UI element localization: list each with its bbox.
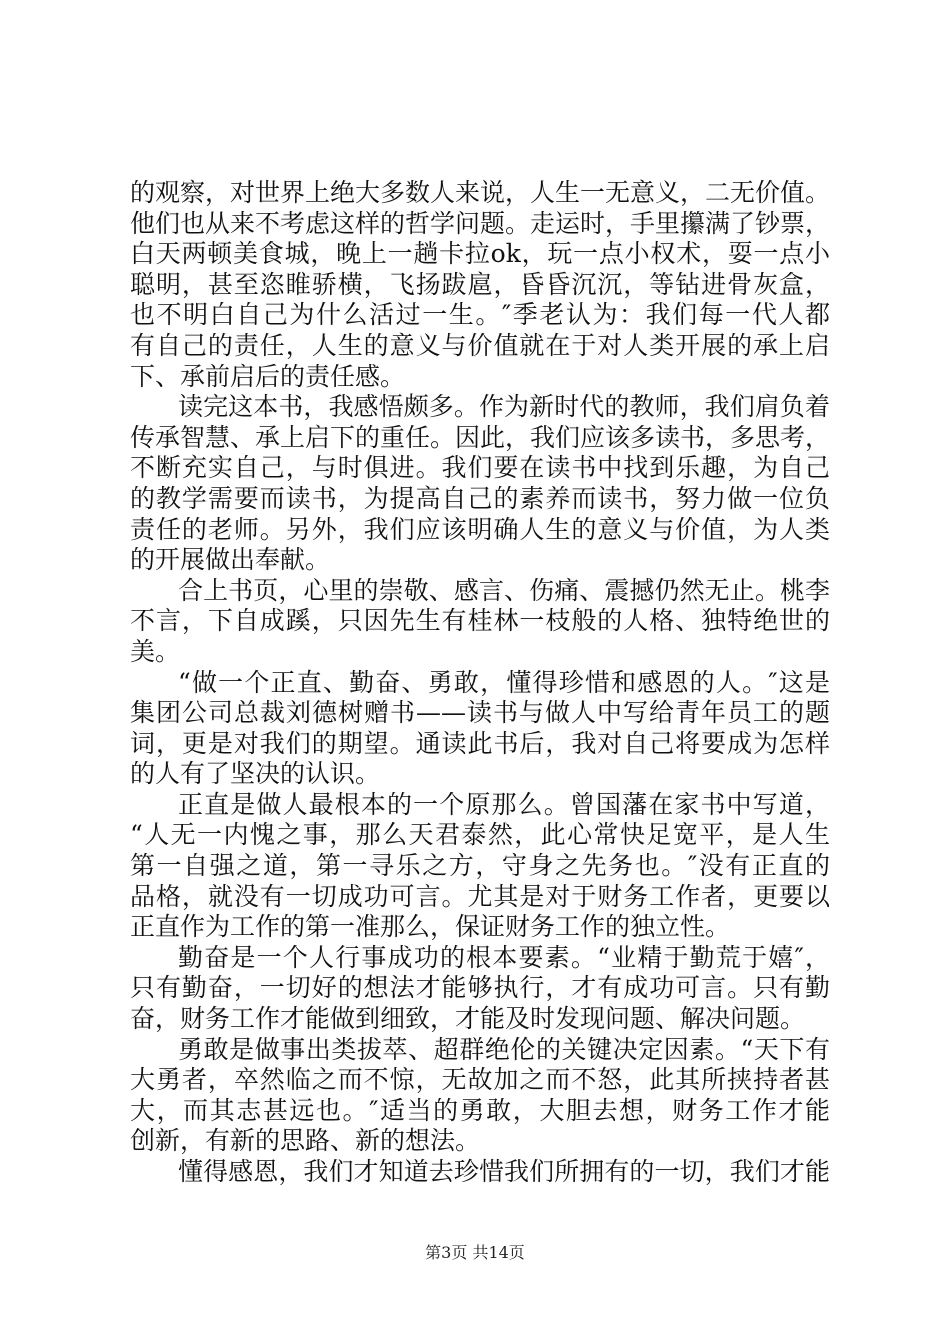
text-line: “人无一内愧之事，那么天君泰然，此心常快足宽平，是人生 [130, 820, 830, 850]
text-line: 大，而其志甚远也。″适当的勇敢，大胆去想，财务工作才能 [130, 1095, 830, 1125]
text-line: 的观察，对世界上绝大多数人来说，人生一无意义，二无价值。 [130, 178, 831, 207]
paragraph-first-line: 读完这本书，我感悟颇多。作为新时代的教师，我们肩负着 [178, 392, 830, 422]
text-line: 大勇者，卒然临之而不惊，无故加之而不怒，此其所挟持者甚 [130, 1065, 830, 1095]
text-line: 他们也从来不考虑这样的哲学问题。走运时，手里攥满了钞票， [130, 208, 831, 238]
text-line: 不言，下自成蹊，只因先生有桂林一枝般的人格、独特绝世的 [130, 606, 830, 636]
text-line: 的人有了坚决的认识。 [130, 759, 381, 789]
text-line: 责任的老师。另外，我们应该明确人生的意义与价值，为人类 [130, 514, 830, 544]
text-line: 正直作为工作的第一准那么，保证财务工作的独立性。 [130, 912, 731, 942]
body-text [130, 178, 830, 1188]
paragraph-first-line: 勤奋是一个人行事成功的根本要素。“业精于勤荒于嬉″， [178, 942, 830, 972]
paragraph-first-line: “做一个正直、勤奋、勇敢，懂得珍惜和感恩的人。″这是 [178, 667, 830, 697]
text-line: 聪明，甚至恣睢骄横，飞扬跋扈，昏昏沉沉，等钻进骨灰盒， [130, 269, 830, 299]
text-line: 也不明白自己为什么活过一生。″季老认为：我们每一代人都 [130, 300, 830, 330]
text-line: 创新，有新的思路、新的想法。 [130, 1126, 481, 1156]
text-line: 集团公司总裁刘德树赠书——读书与做人中写给青年员工的题 [130, 698, 830, 728]
text-line: 的教学需要而读书，为提高自己的素养而读书，努力做一位负 [130, 483, 830, 513]
text-line: 下、承前启后的责任感。 [130, 361, 406, 391]
paragraph-first-line: 勇敢是做事出类拔萃、超群绝伦的关键决定因素。“天下有 [178, 1034, 830, 1064]
text-line: 有自己的责任，人生的意义与价值就在于对人类开展的承上启 [130, 330, 830, 360]
text-line: 不断充实自己，与时俱进。我们要在读书中找到乐趣，为自己 [130, 453, 830, 483]
text-line: 白天两顿美食城，晚上一趟卡拉ok，玩一点小权术，耍一点小 [130, 239, 830, 269]
page-number-footer: 第3页 共14页 [425, 1243, 525, 1262]
paragraph-first-line: 合上书页，心里的崇敬、感言、伤痛、震撼仍然无止。桃李 [178, 575, 830, 605]
text-line: 第一自强之道，第一寻乐之方，守身之先务也。″没有正直的 [130, 851, 830, 881]
text-line: 传承智慧、承上启下的重任。因此，我们应该多读书，多思考， [130, 422, 831, 452]
text-line: 词，更是对我们的期望。通读此书后，我对自己将要成为怎样 [130, 728, 830, 758]
text-line: 的开展做出奉献。 [130, 545, 331, 575]
text-line: 只有勤奋，一切好的想法才能够执行，才有成功可言。只有勤 [130, 973, 830, 1003]
text-line: 品格，就没有一切成功可言。尤其是对于财务工作者，更要以 [130, 881, 830, 911]
text-line: 美。 [130, 636, 181, 666]
paragraph-first-line: 懂得感恩，我们才知道去珍惜我们所拥有的一切，我们才能 [178, 1157, 830, 1186]
paragraph-first-line: 正直是做人最根本的一个原那么。曾国藩在家书中写道， [178, 789, 830, 819]
text-line: 奋，财务工作才能做到细致，才能及时发现问题、解决问题。 [130, 1004, 806, 1034]
